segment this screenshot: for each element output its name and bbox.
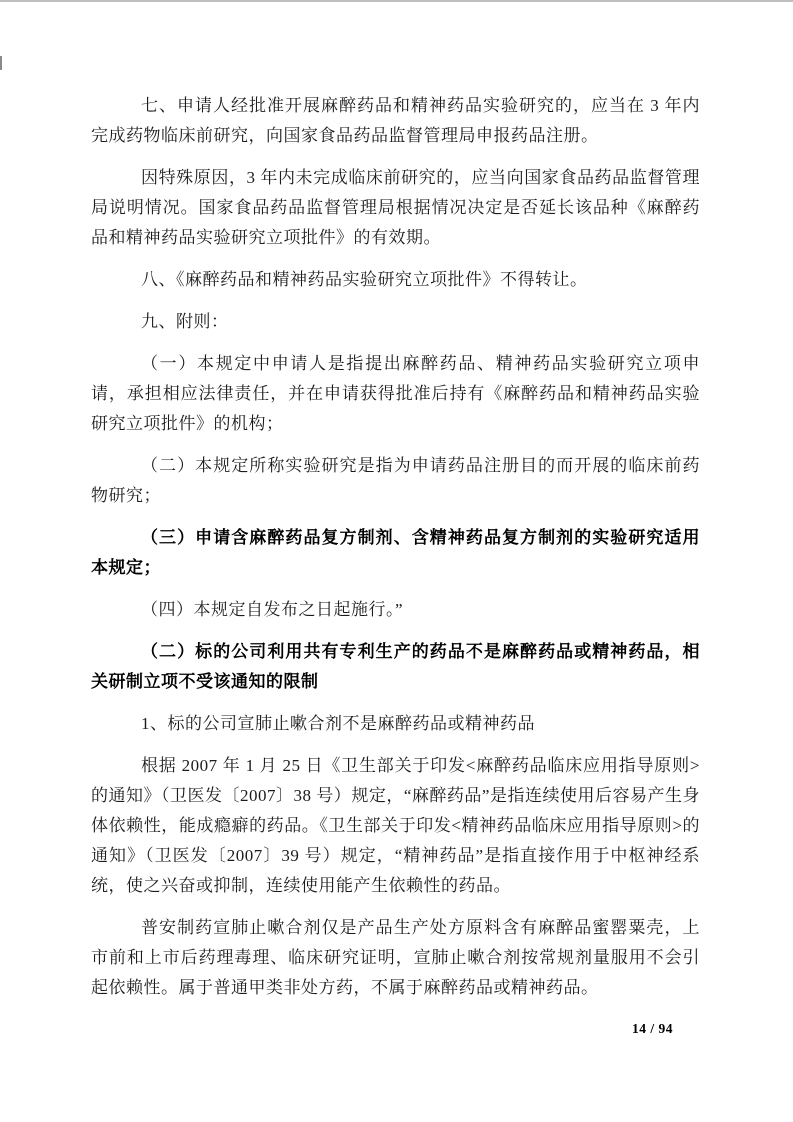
- para-appendix-two: （二）本规定所称实验研究是指为申请药品注册目的而开展的临床前药物研究；: [91, 456, 700, 505]
- para-product-analysis: 普安制药宣肺止嗽合剂仅是产品生产处方原料含有麻醉品蜜罂粟壳，上市前和上市后药理毒理、临床研究证明，宣肺止嗽合剂按常规剂量服用不会引起依赖性。属于普通甲类非处方药，不属于麻醉药品或精神药品。: [91, 918, 700, 997]
- para-item-nine: 九、附则：: [141, 312, 229, 331]
- para-appendix-three: （三）申请含麻醉药品复方制剂、含精神药品复方制剂的实验研究适用本规定；: [91, 528, 700, 577]
- para-appendix-one: （一）本规定中申请人是指提出麻醉药品、精神药品实验研究立项申请，承担相应法律责任，并在申请获得批准后持有《麻醉药品和精神药品实验研究立项批件》的机构；: [91, 354, 700, 433]
- document-body: [91, 85, 700, 1015]
- scan-artifact: [0, 56, 2, 70]
- page-top-edge: [0, 0, 793, 2]
- para-appendix-four: （四）本规定自发布之日起施行。”: [141, 600, 404, 619]
- heading-section-two: （二）标的公司利用共有专利生产的药品不是麻醉药品或精神药品，相关研制立项不受该通知的限制: [91, 642, 700, 691]
- subheading-item-one: 1、标的公司宣肺止嗽合剂不是麻醉药品或精神药品: [141, 714, 535, 733]
- para-regulation-basis: 根据 2007 年 1 月 25 日《卫生部关于印发<麻醉药品临床应用指导原则>的通知》（卫医发〔2007〕38 号）规定，“麻醉药品”是指连续使用后容易产生身体依赖性，能成瘾癖的药品。《卫生部关于印发<精神药品临床应用指导原则>的通知》（卫医发〔2007〕39 号）规定，“精神药品”是指直接作用于中枢神经系统，使之兴奋或抑制，连续使用能产生依赖性的药品。: [91, 756, 700, 895]
- page-number: 14 / 94: [631, 1021, 673, 1036]
- para-item-seven: 七、申请人经批准开展麻醉药品和精神药品实验研究的，应当在 3 年内完成药物临床前研究，向国家食品药品监督管理局申报药品注册。: [91, 96, 700, 145]
- para-special-reason: 因特殊原因，3 年内未完成临床前研究的，应当向国家食品药品监督管理局说明情况。国家食品药品监督管理局根据情况决定是否延长该品种《麻醉药品和精神药品实验研究立项批件》的有效期。: [91, 168, 700, 247]
- para-item-eight: 八、《麻醉药品和精神药品实验研究立项批件》不得转让。: [141, 270, 588, 289]
